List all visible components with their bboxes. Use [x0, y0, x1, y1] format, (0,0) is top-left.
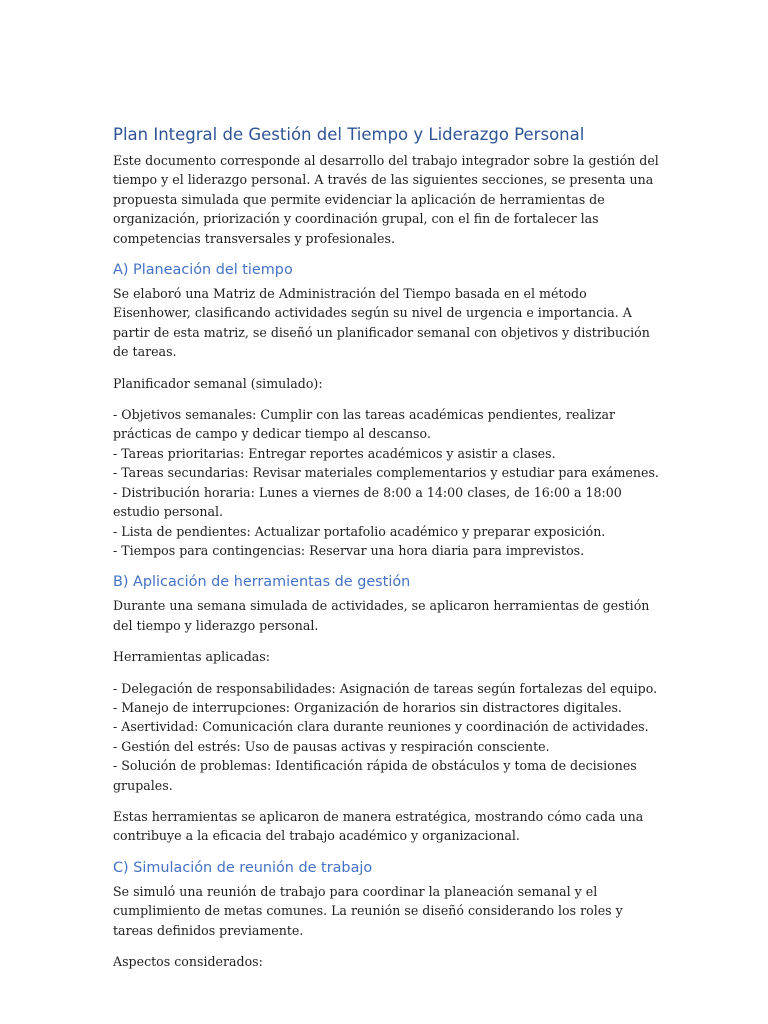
document-title: Plan Integral de Gestión del Tiempo y Liderazgo Personal [113, 125, 585, 144]
list-item: - Tareas prioritarias: Entregar reportes académicos y asistir a clases. [113, 445, 556, 461]
section-c-subheading: Aspectos considerados: [113, 954, 263, 969]
document-page [113, 124, 661, 971]
section-b-paragraph: Durante una semana simulada de actividades, se aplicaron herramientas de gestión del tiempo y liderazgo personal. [113, 598, 650, 633]
list-item: - Manejo de interrupciones: Organización de horarios sin distractores digitales. [113, 699, 622, 715]
list-item: - Solución de problemas: Identificación rápida de obstáculos y toma de decisiones grupales. [113, 758, 637, 793]
section-a-subheading: Planificador semanal (simulado): [113, 375, 323, 391]
list-item: - Objetivos semanales: Cumplir con las tareas académicas pendientes, realizar prácticas de campo y dedicar tiempo al descanso. [113, 407, 616, 442]
list-item: - Asertividad: Comunicación clara durante reuniones y coordinación de actividades. [113, 719, 649, 735]
section-c-heading: C) Simulación de reunión de trabajo [113, 859, 373, 876]
list-item: - Tareas secundarias: Revisar materiales complementarios y estudiar para exámenes. [113, 465, 659, 481]
intro-paragraph: Este documento corresponde al desarrollo del trabajo integrador sobre la gestión del tiempo y el liderazgo personal. A través de las siguientes secciones, se presenta una propuesta simulada que permite evidenciar la aplicación de herramientas de organización, priorización y coordinación grupal, con el fin de fortalecer las competencias transversales y profesionales. [113, 153, 659, 246]
section-b-subheading: Herramientas aplicadas: [113, 649, 271, 665]
section-a-heading: A) Planeación del tiempo [113, 262, 293, 279]
section-b-closing: Estas herramientas se aplicaron de manera estratégica, mostrando cómo cada una contribuye a la eficacia del trabajo académico y organizacional. [113, 808, 644, 844]
section-a-list [113, 405, 661, 560]
section-c-paragraph: Se simuló una reunión de trabajo para coordinar la planeación semanal y el cumplimiento de metas comunes. La reunión se diseñó considerando los roles y tareas definidos previamente. [113, 883, 623, 938]
list-item: - Delegación de responsabilidades: Asignación de tareas según fortalezas del equipo. [113, 680, 658, 696]
list-item: - Distribución horaria: Lunes a viernes de 8:00 a 14:00 clases, de 16:00 a 18:00 estudio personal. [113, 484, 622, 520]
section-a-paragraph: Se elaboró una Matriz de Administración del Tiempo basada en el método Eisenhower, clasificando actividades según su nivel de urgencia e importancia. A partir de esta matriz, se diseñó un planificador semanal con objetivos y distribución de tareas. [113, 286, 650, 360]
section-b-list [113, 679, 661, 795]
list-item: - Gestión del estrés: Uso de pausas activas y respiración consciente. [113, 738, 550, 754]
section-b-heading: B) Aplicación de herramientas de gestión [113, 574, 411, 591]
list-item: - Lista de pendientes: Actualizar portafolio académico y preparar exposición. [113, 523, 606, 539]
list-item: - Tiempos para contingencias: Reservar una hora diaria para imprevistos. [113, 542, 585, 558]
